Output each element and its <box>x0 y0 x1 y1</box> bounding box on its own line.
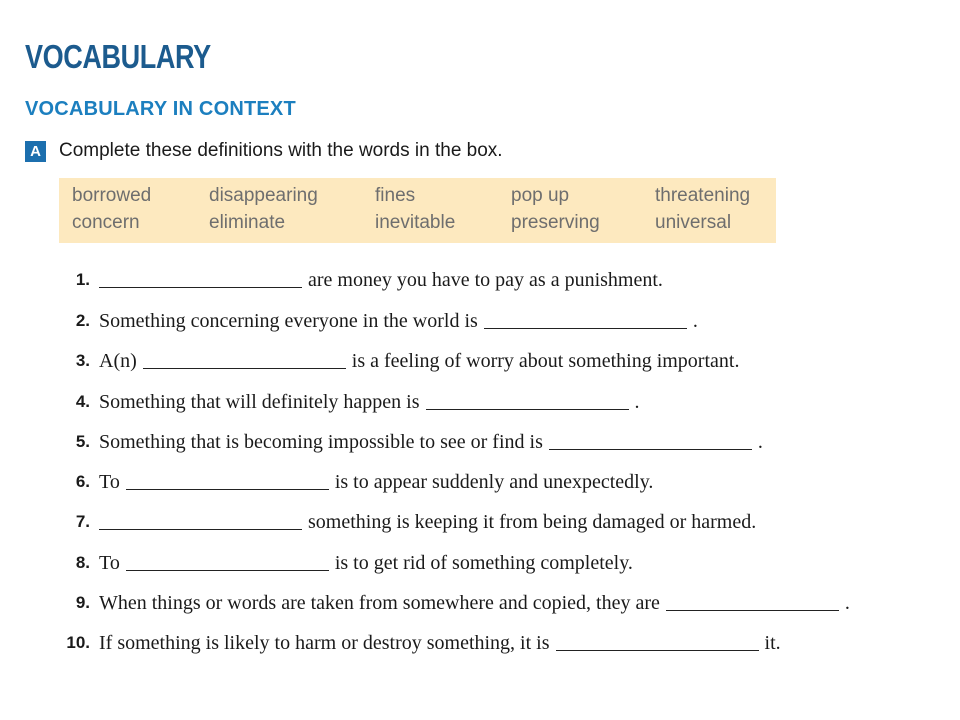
word-item: borrowed <box>72 185 152 206</box>
item-text-after: . <box>844 591 850 614</box>
item-text-before: Something that is becoming impossible to see or find is <box>99 430 543 453</box>
answer-blank[interactable] <box>556 649 759 651</box>
item-text-before: When things or words are taken from somewhere and copied, they are <box>99 591 660 614</box>
section-subtitle: VOCABULARY IN CONTEXT <box>25 98 296 120</box>
page-title: VOCABULARY <box>25 38 211 75</box>
definition-item <box>0 427 763 457</box>
item-text-after: . <box>692 309 698 332</box>
definition-item <box>0 507 756 537</box>
word-item: universal <box>655 212 732 233</box>
answer-blank[interactable] <box>426 408 629 410</box>
item-number: 4. <box>75 392 90 411</box>
item-text-after: are money you have to pay as a punishment. <box>308 268 663 291</box>
item-number: 2. <box>75 311 90 330</box>
answer-blank[interactable] <box>143 367 346 369</box>
item-text-after: is to appear suddenly and unexpectedly. <box>334 470 654 493</box>
answer-blank[interactable] <box>666 609 839 611</box>
word-item: fines <box>375 185 416 206</box>
item-text-before: Something concerning everyone in the world is <box>99 309 478 332</box>
answer-blank[interactable] <box>549 448 752 450</box>
item-text-after: is to get rid of something completely. <box>334 551 633 574</box>
item-text-after: is a feeling of worry about something important. <box>351 349 740 372</box>
item-text-before: If something is likely to harm or destroy something, it is <box>99 631 550 654</box>
item-text-after: it. <box>764 631 781 654</box>
item-number: 5. <box>75 432 90 451</box>
word-item: eliminate <box>209 212 286 233</box>
exercise-instruction <box>25 140 503 162</box>
item-text-before: A(n) <box>99 349 137 372</box>
item-text-after: . <box>757 430 763 453</box>
answer-blank[interactable] <box>99 528 302 530</box>
answer-blank[interactable] <box>484 327 687 329</box>
item-number: 7. <box>75 512 90 531</box>
instruction-text: Complete these definitions with the words in the box. <box>59 140 503 161</box>
answer-blank[interactable] <box>99 286 302 288</box>
definition-item <box>0 628 781 658</box>
item-number: 8. <box>75 553 90 572</box>
exercise-badge: A <box>25 141 46 162</box>
word-item: inevitable <box>375 212 456 233</box>
definition-item <box>0 387 640 417</box>
word-item: disappearing <box>209 185 318 206</box>
definition-item <box>0 265 663 295</box>
word-item: threatening <box>655 185 751 206</box>
item-number: 10. <box>66 633 90 652</box>
word-item: preserving <box>511 212 600 233</box>
definition-item <box>0 588 850 618</box>
item-number: 1. <box>75 270 90 289</box>
item-text-before: Something that will definitely happen is <box>99 390 420 413</box>
definition-item <box>0 306 698 336</box>
item-text-before: To <box>99 470 120 493</box>
answer-blank[interactable] <box>126 569 329 571</box>
item-number: 9. <box>75 593 90 612</box>
item-text-after: something is keeping it from being damaged or harmed. <box>308 510 757 533</box>
definition-item <box>0 548 633 578</box>
word-box <box>59 178 776 243</box>
answer-blank[interactable] <box>126 488 329 490</box>
item-text-after: . <box>634 390 640 413</box>
word-item: pop up <box>511 185 570 206</box>
item-number: 3. <box>75 351 90 370</box>
item-number: 6. <box>75 472 90 491</box>
definition-item <box>0 346 739 376</box>
word-item: concern <box>72 212 140 233</box>
item-text-before: To <box>99 551 120 574</box>
definition-item <box>0 467 653 497</box>
